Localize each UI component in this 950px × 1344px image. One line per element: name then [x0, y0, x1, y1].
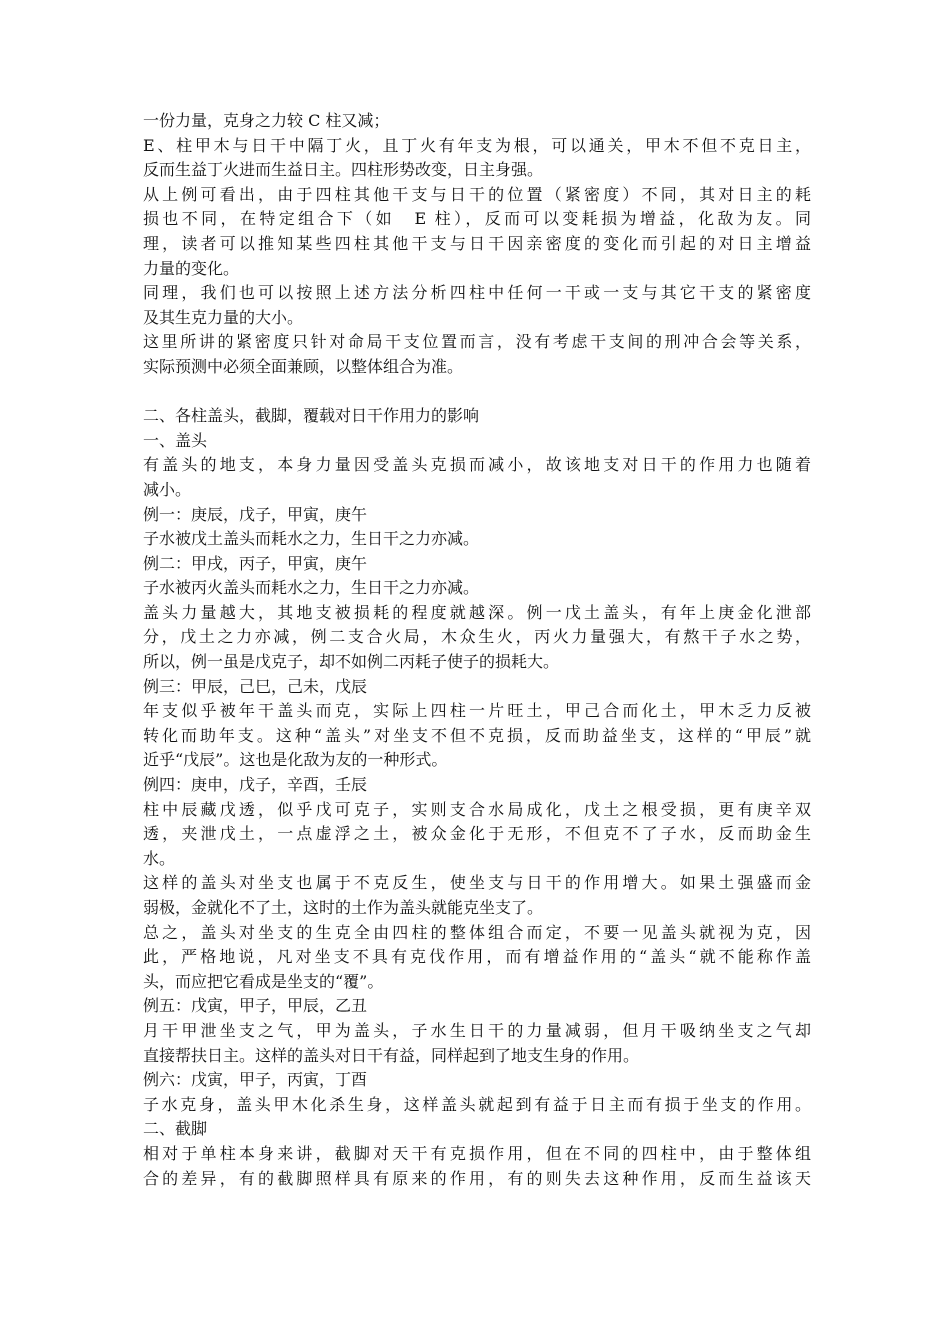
text-line: 损也不同，在特定组合下（如 E 柱），反而可以变耗损为增益，化敌为友。同: [143, 209, 811, 229]
text-line: 这样的盖头对坐支也属于不克反生，使坐支与日干的作用增大。如果土强盛而金: [143, 873, 811, 893]
text-line: 有盖头的地支，本身力量因受盖头克损而减小，故该地支对日干的作用力也随着: [143, 455, 811, 475]
text-line: 相对于单柱本身来讲，截脚对天干有克损作用，但在不同的四柱中，由于整体组: [143, 1143, 811, 1163]
text-line: 例三：甲辰，己巳，己未，戊辰: [143, 676, 368, 696]
text-line: 子水被丙火盖头而耗水之力，生日干之力亦减。: [143, 578, 480, 598]
text-line: E、柱甲木与日干中隔丁火，且丁火有年支为根，可以通关，甲木不但不克日主，: [143, 135, 811, 155]
text-line: 二、截脚: [143, 1119, 208, 1139]
text-line: 子水被戊土盖头而耗水之力，生日干之力亦减。: [143, 529, 480, 549]
text-line: 例五：戊寅，甲子，甲辰，乙丑: [143, 996, 368, 1016]
text-line: 这里所讲的紧密度只针对命局干支位置而言，没有考虑干支间的刑冲合会等关系，: [143, 332, 811, 352]
text-line: 分，戊土之力亦减，例二支合火局，木众生火，丙火力量强大，有熬干子水之势，: [143, 627, 811, 647]
text-line: 弱极，金就化不了土，这时的土作为盖头就能克坐支了。: [143, 898, 544, 917]
text-line: 子水克身，盖头甲木化杀生身，这样盖头就起到有益于日主而有损于坐支的作用。: [143, 1094, 811, 1114]
document-page: [143, 109, 811, 1191]
text-line: 及其生克力量的大小。: [143, 307, 304, 327]
text-line: 例六：戊寅，甲子，丙寅，丁酉: [143, 1070, 368, 1090]
text-line: 同理，我们也可以按照上述方法分析四柱中任何一干或一支与其它干支的紧密度: [143, 283, 811, 303]
text-line: 透，夹泄戊土，一点虚浮之土，被众金化于无形，不但克不了子水，反而助金生: [143, 824, 811, 844]
text-line: 例一：庚辰，戊子，甲寅，庚午: [143, 504, 368, 524]
text-line: 此，严格地说，凡对坐支不具有克伐作用，而有增益作用的“盖头“就不能称作盖: [143, 947, 811, 967]
text-line: 柱中辰藏戊透，似乎戊可克子，实则支合水局成化，戊土之根受损，更有庚辛双: [143, 799, 811, 819]
text-line: 力量的变化。: [143, 258, 240, 278]
text-line: 近乎“戊辰”。这也是化敌为友的一种形式。: [143, 750, 448, 770]
text-line: 所以，例一虽是戊克子，却不如例二丙耗子使子的损耗大。: [143, 652, 560, 672]
text-line: 直接帮扶日主。这样的盖头对日干有益，同样起到了地支生身的作用。: [143, 1045, 640, 1065]
text-line: 反而生益丁火进而生益日主。四柱形势改变，日主身强。: [143, 160, 544, 180]
text-line: 二、各柱盖头，截脚，覆载对日干作用力的影响: [143, 406, 480, 426]
text-line: 一、盖头: [143, 430, 208, 450]
text-line: 总之，盖头对坐支的生克全由四柱的整体组合而定，不要一见盖头就视为克，因: [143, 922, 811, 942]
text-line: 头，而应把它看成是坐支的“覆”。: [143, 971, 384, 991]
text-line: 一份力量，克身之力较 C 柱又减；: [143, 111, 390, 130]
text-line: 例二：甲戌，丙子，甲寅，庚午: [143, 553, 368, 573]
text-line: 例四：庚申，戊子，辛酉，壬辰: [143, 775, 368, 795]
text-line: 实际预测中必须全面兼顾，以整体组合为准。: [143, 356, 464, 376]
text-line: 减小。: [143, 479, 192, 499]
blank-line: [143, 380, 811, 405]
text-line: 合的差异，有的截脚照样具有原来的作用，有的则失去这种作用，反而生益该天: [143, 1168, 811, 1188]
text-line: 转化而助年支。这种“盖头”对坐支不但不克损，反而助益坐支，这样的“甲辰”就: [143, 725, 811, 745]
text-line: 盖头力量越大，其地支被损耗的程度就越深。例一戊土盖头，有年上庚金化泄部: [143, 602, 811, 622]
text-line: 水。: [143, 848, 176, 868]
text-line: 理，读者可以推知某些四柱其他干支与日干因亲密度的变化而引起的对日主增益: [143, 233, 811, 253]
text-line: 月干甲泄坐支之气，甲为盖头，子水生日干的力量减弱，但月干吸纳坐支之气却: [143, 1020, 811, 1040]
text-line: 从上例可看出，由于四柱其他干支与日干的位置（紧密度）不同，其对日主的耗: [143, 184, 811, 204]
text-line: 年支似乎被年干盖头而克，实际上四柱一片旺土，甲己合而化土，甲木乏力反被: [143, 701, 811, 721]
